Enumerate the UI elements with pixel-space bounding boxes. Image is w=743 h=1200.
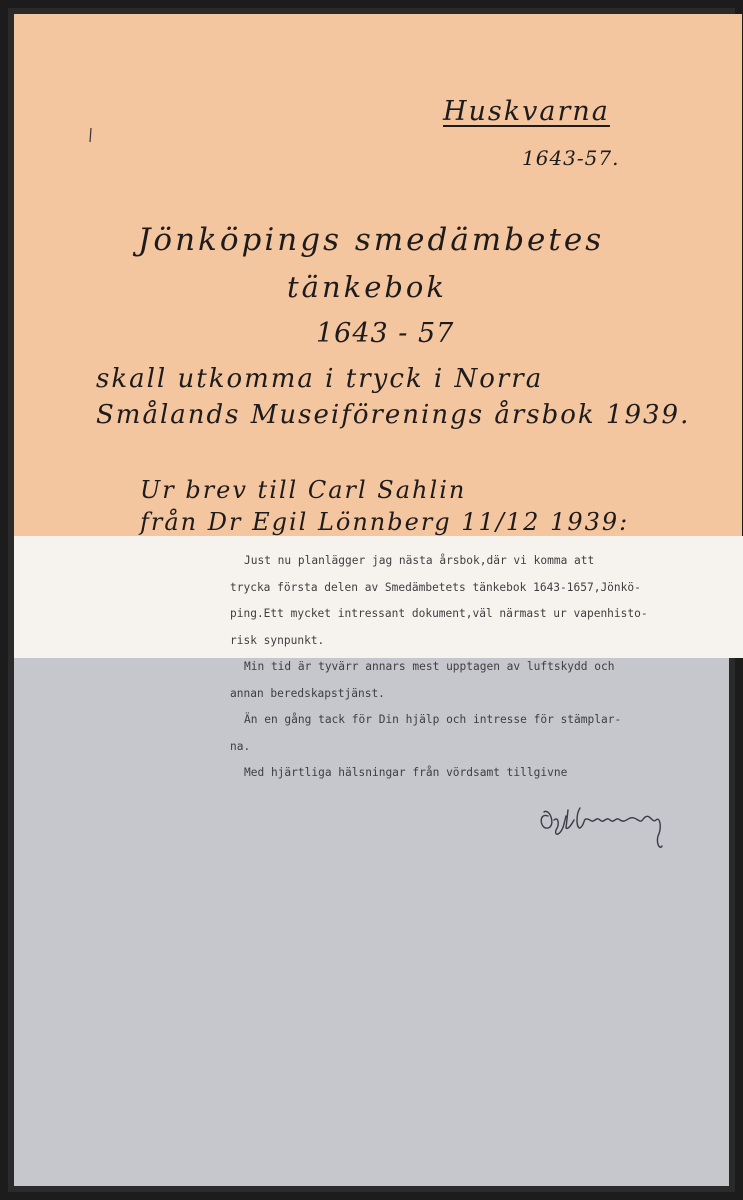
pencil-mark [89,128,92,142]
letter-line: Just nu planlägger jag nästa årsbok,där vi komma att [244,554,595,567]
note-source-line1: Ur brev till Carl Sahlin [140,476,467,504]
letter-line: risk synpunkt. [230,633,325,647]
letter-line: na. [230,739,251,753]
note-publication-line1: skall utkomma i tryck i Norra [96,364,544,394]
letter-line: ping.Ett mycket intressant dokument,väl närmast ur vapenhisto- [230,607,648,620]
note-book-title-line1: Jönköpings smedämbetes [138,222,605,258]
note-book-title-line2: tänkebok [287,270,447,304]
letter-line: Med hjärtliga hälsningar från vördsamt tillgivne [244,766,568,779]
note-title: Huskvarna [443,96,610,127]
note-book-years: 1643 - 57 [316,318,455,349]
letter-line: Än en gång tack för Din hjälp och intresse för stämplar- [244,713,622,726]
typed-letter-text [230,548,743,787]
note-source-line2: från Dr Egil Lönnberg 11/12 1939: [140,508,630,536]
signature [536,794,676,854]
letter-line: trycka första delen av Smedämbetets tänkebok 1643-1657,Jönkö- [230,580,641,594]
letter-line: annan beredskapstjänst. [230,686,385,700]
note-title-years: 1643-57. [522,146,620,170]
letter-line: Min tid är tyvärr annars mest upptagen av luftskydd och [244,660,615,673]
note-publication-line2: Smålands Museiförenings årsbok 1939. [96,400,691,430]
